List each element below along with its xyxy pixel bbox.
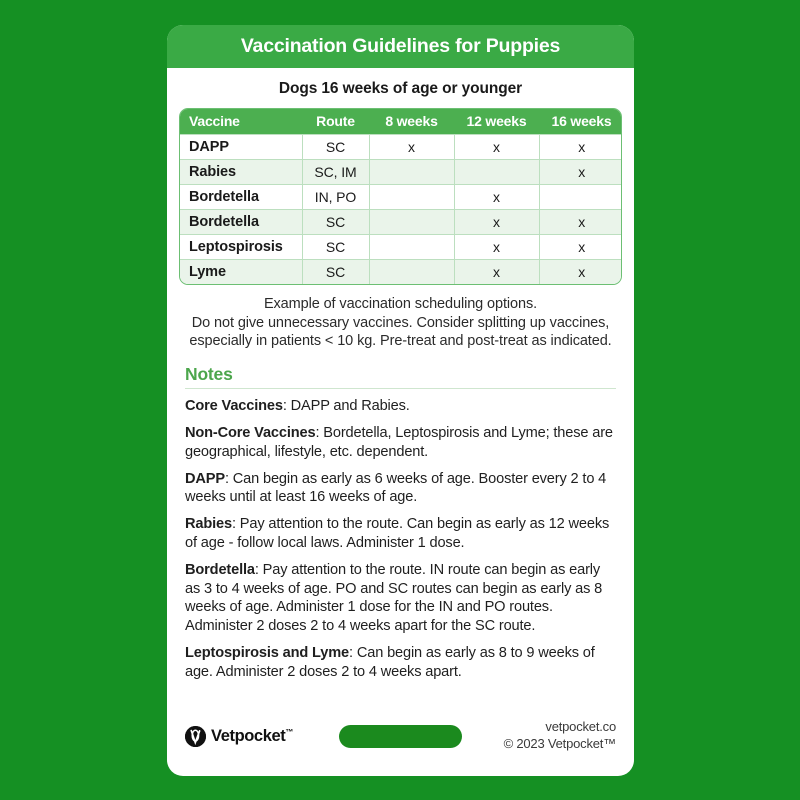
cell-8-weeks — [369, 185, 454, 210]
note-term: Bordetella — [185, 561, 255, 578]
cell-16-weeks: x — [539, 160, 622, 185]
card-footer — [167, 702, 634, 776]
cell-vaccine: Bordetella — [180, 210, 302, 235]
vetpocket-logo-icon — [185, 726, 206, 747]
table-row — [180, 260, 622, 285]
brand-logo — [185, 726, 339, 747]
caption-line-1: Example of vaccination scheduling options. — [263, 296, 538, 312]
column-header-16-weeks: 16 weeks — [539, 109, 622, 135]
note-term: Core Vaccines — [185, 398, 283, 415]
brand-name: Vetpocket™ — [211, 726, 293, 745]
cell-8-weeks — [369, 260, 454, 285]
cell-8-weeks — [369, 160, 454, 185]
card-body — [167, 80, 634, 682]
note-text: : Can begin as early as 6 weeks of age. Booster every 2 to 4 weeks until at least 16 weeks of age. — [185, 470, 607, 506]
column-header-vaccine: Vaccine — [180, 109, 302, 135]
subtitle: Dogs 16 weeks of age or younger — [278, 80, 523, 97]
cell-12-weeks: x — [454, 185, 539, 210]
caption-line-2: Do not give unnecessary vaccines. Consider splitting up vaccines, especially in patients < 10 kg. Pre-treat and post-treat as indicated. — [189, 314, 612, 350]
cell-8-weeks — [369, 210, 454, 235]
footer-info — [462, 719, 616, 753]
note-term: Non-Core Vaccines — [185, 424, 316, 441]
note-term: Leptospirosis and Lyme — [185, 645, 350, 662]
cell-vaccine: Lyme — [180, 260, 302, 285]
cell-16-weeks: x — [539, 210, 622, 235]
table-row — [180, 210, 622, 235]
cell-8-weeks: x — [369, 135, 454, 160]
note-text: : Can begin as early as 8 to 9 weeks of age. Administer 2 doses 2 to 4 weeks apart. — [185, 645, 595, 680]
cell-vaccine: Rabies — [180, 160, 302, 185]
table-row — [180, 160, 622, 185]
note-term: Rabies — [185, 516, 232, 533]
cell-vaccine: Leptospirosis — [180, 235, 302, 260]
notes-heading: Notes — [185, 363, 233, 384]
page-title: Vaccination Guidelines for Puppies — [240, 35, 561, 57]
cell-vaccine: DAPP — [180, 135, 302, 160]
table-caption — [178, 295, 623, 351]
note-item — [185, 515, 617, 553]
cell-16-weeks: x — [539, 135, 622, 160]
cell-8-weeks — [369, 235, 454, 260]
notes-divider — [185, 388, 616, 390]
cell-route: SC — [302, 210, 369, 235]
vaccination-schedule-table — [179, 108, 622, 285]
table-row — [180, 135, 622, 160]
table-row — [180, 185, 622, 210]
cell-route: SC — [302, 260, 369, 285]
brand-trademark: ™ — [285, 727, 293, 736]
note-text: : DAPP and Rabies. — [282, 398, 410, 415]
note-item — [185, 397, 617, 416]
website-url: vetpocket.co — [545, 719, 616, 735]
cell-12-weeks: x — [454, 135, 539, 160]
cell-route: SC — [302, 235, 369, 260]
note-item — [185, 470, 617, 508]
cell-route: SC, IM — [302, 160, 369, 185]
cell-16-weeks: x — [539, 260, 622, 285]
footer-pill-button[interactable] — [339, 725, 462, 748]
copyright-text: © 2023 Vetpocket™ — [503, 736, 616, 751]
cell-16-weeks: x — [539, 235, 622, 260]
note-text: : Pay attention to the route. IN route can begin as early as 3 to 4 weeks of age. PO and SC routes can begin as early as 8 weeks of age. Administer 1 dose for the IN and PO routes. Administer 2 doses 2 to 4 weeks apart for the SC route. — [185, 561, 603, 635]
cell-12-weeks — [454, 160, 539, 185]
guideline-card — [167, 25, 634, 776]
cell-12-weeks: x — [454, 210, 539, 235]
note-item — [185, 644, 617, 682]
note-item — [185, 424, 617, 462]
table-row — [180, 235, 622, 260]
note-item — [185, 561, 617, 636]
note-term: DAPP — [185, 470, 225, 487]
cell-16-weeks — [539, 185, 622, 210]
cell-route: SC — [302, 135, 369, 160]
cell-12-weeks: x — [454, 235, 539, 260]
note-text: : Bordetella, Leptospirosis and Lyme; these are geographical, lifestyle, etc. dependent. — [185, 424, 613, 460]
column-header-12-weeks: 12 weeks — [454, 109, 539, 135]
table-header-row — [180, 109, 622, 135]
cell-vaccine: Bordetella — [180, 185, 302, 210]
column-header-8-weeks: 8 weeks — [369, 109, 454, 135]
note-text: : Pay attention to the route. Can begin as early as 12 weeks of age - follow local laws. Administer 1 dose. — [185, 516, 610, 552]
card-header — [167, 25, 634, 68]
column-header-route: Route — [302, 109, 369, 135]
cell-12-weeks: x — [454, 260, 539, 285]
cell-route: IN, PO — [302, 185, 369, 210]
